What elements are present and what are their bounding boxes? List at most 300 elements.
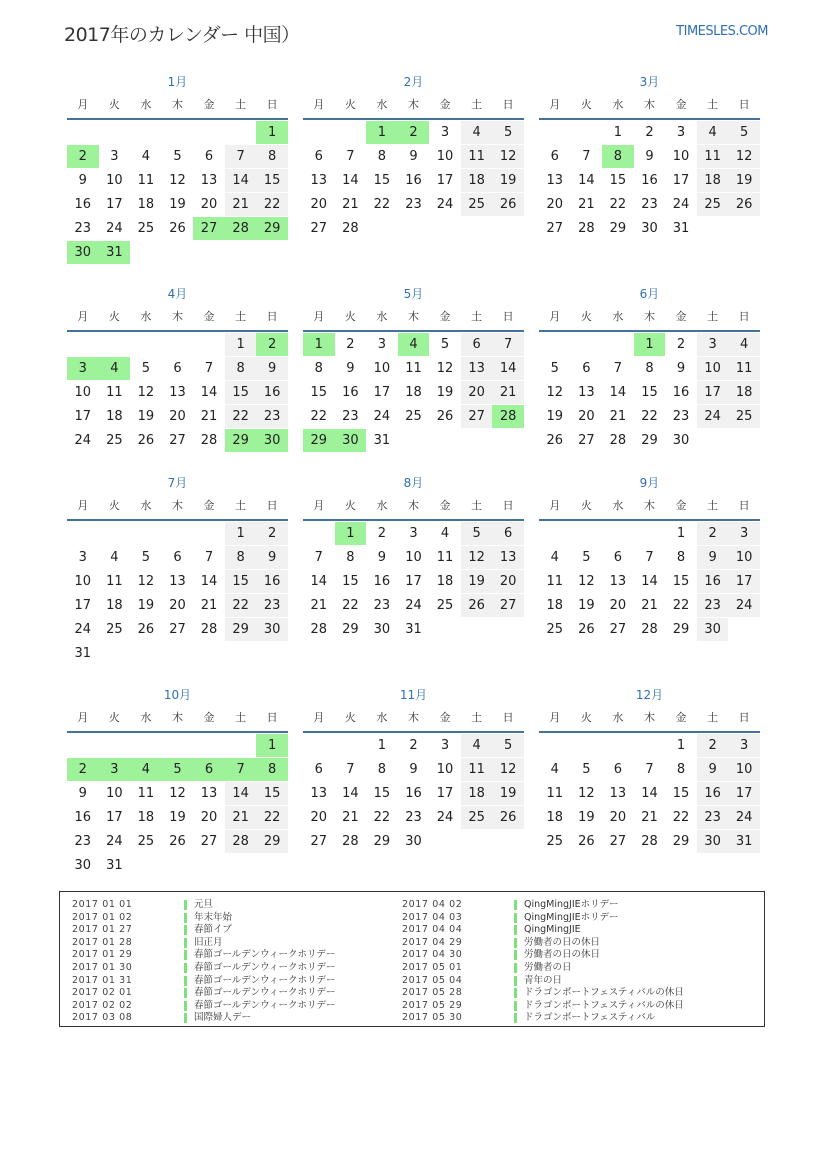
day-cell: 5 bbox=[492, 734, 524, 757]
day-cell: 4 bbox=[550, 550, 559, 565]
week-row bbox=[539, 121, 760, 145]
empty-cell bbox=[193, 734, 225, 757]
day-cell: 24 bbox=[728, 594, 760, 617]
weekday-label: 水 bbox=[140, 310, 152, 323]
weekday-label: 木 bbox=[643, 499, 655, 512]
weekday-label: 月 bbox=[549, 499, 561, 512]
week-row bbox=[539, 381, 760, 405]
day-cell: 15 bbox=[256, 782, 288, 805]
day-cell: 22 bbox=[225, 594, 257, 617]
empty-cell bbox=[130, 121, 162, 144]
day-cell: 10 bbox=[697, 357, 729, 380]
week-row bbox=[67, 522, 288, 546]
week-row bbox=[539, 217, 760, 241]
holiday-marker bbox=[514, 1013, 517, 1023]
day-cell: 27 bbox=[193, 217, 225, 240]
weekday-label: 日 bbox=[266, 98, 278, 111]
day-cell: 25 bbox=[106, 622, 123, 637]
day-cell: 13 bbox=[492, 546, 524, 569]
weekday-label: 月 bbox=[77, 711, 89, 724]
empty-cell bbox=[162, 121, 194, 144]
weekday-label: 月 bbox=[313, 98, 325, 111]
page-title: 2017年のカレンダー 中国） bbox=[64, 24, 300, 46]
day-cell: 1 bbox=[366, 121, 398, 144]
day-cell: 29 bbox=[256, 830, 288, 853]
empty-cell bbox=[99, 642, 131, 665]
day-cell: 4 bbox=[398, 333, 430, 356]
day-cell: 22 bbox=[256, 806, 288, 829]
holiday-row bbox=[390, 912, 684, 925]
day-cell: 25 bbox=[137, 221, 155, 236]
month-7 bbox=[67, 475, 288, 666]
empty-cell bbox=[728, 618, 760, 641]
day-cell: 10 bbox=[672, 149, 690, 164]
day-cell: 8 bbox=[676, 762, 686, 777]
day-cell: 24 bbox=[405, 598, 422, 613]
holiday-column-left bbox=[60, 899, 335, 1025]
holiday-name: 春節イブ bbox=[194, 924, 232, 936]
month-name: 2月 bbox=[403, 75, 424, 89]
weekday-label: 日 bbox=[266, 499, 278, 512]
month-divider bbox=[303, 118, 524, 120]
day-cell: 21 bbox=[578, 197, 595, 212]
day-cell: 7 bbox=[204, 361, 214, 376]
day-cell: 3 bbox=[110, 149, 119, 164]
day-cell: 3 bbox=[67, 357, 99, 380]
week-row bbox=[67, 381, 288, 405]
holiday-name: 年末年始 bbox=[194, 911, 233, 923]
day-cell: 5 bbox=[461, 522, 493, 545]
empty-cell bbox=[461, 217, 493, 240]
empty-cell bbox=[162, 642, 194, 665]
month-name: 11月 bbox=[399, 688, 428, 702]
day-cell: 20 bbox=[200, 810, 218, 825]
day-cell: 19 bbox=[436, 385, 454, 400]
day-cell: 15 bbox=[373, 786, 391, 801]
day-cell: 2 bbox=[398, 121, 430, 144]
weekday-label: 火 bbox=[108, 711, 120, 724]
holiday-marker bbox=[514, 988, 517, 998]
day-cell: 6 bbox=[582, 361, 591, 376]
day-cell: 23 bbox=[74, 834, 92, 849]
empty-cell bbox=[398, 429, 430, 452]
week-row bbox=[303, 333, 524, 357]
day-cell: 19 bbox=[578, 598, 595, 613]
weekday-label: 火 bbox=[580, 711, 592, 724]
day-cell: 21 bbox=[641, 810, 658, 825]
month-name: 9月 bbox=[639, 476, 660, 490]
month-divider bbox=[67, 519, 288, 521]
week-row bbox=[539, 806, 760, 830]
day-cell: 8 bbox=[314, 361, 323, 376]
day-cell: 19 bbox=[492, 782, 524, 805]
day-cell: 30 bbox=[74, 858, 92, 873]
empty-cell bbox=[492, 429, 524, 452]
day-cell: 13 bbox=[609, 574, 627, 589]
empty-cell bbox=[99, 734, 131, 757]
weekday-label: 土 bbox=[707, 310, 719, 323]
holiday-marker bbox=[184, 976, 187, 986]
day-cell: 21 bbox=[310, 598, 328, 613]
day-cell: 29 bbox=[225, 618, 257, 641]
day-cell: 27 bbox=[609, 622, 627, 637]
week-row bbox=[303, 217, 524, 241]
day-cell: 27 bbox=[169, 622, 186, 637]
day-cell: 20 bbox=[609, 598, 627, 613]
day-cell: 30 bbox=[697, 618, 729, 641]
day-cell: 5 bbox=[162, 758, 194, 781]
day-cell: 11 bbox=[728, 357, 760, 380]
day-cell: 24 bbox=[106, 221, 123, 236]
day-cell: 10 bbox=[436, 149, 454, 164]
empty-cell bbox=[492, 217, 524, 240]
day-cell: 6 bbox=[613, 762, 623, 777]
day-cell: 18 bbox=[728, 381, 760, 404]
day-cell: 4 bbox=[141, 149, 151, 164]
day-cell: 5 bbox=[141, 550, 151, 565]
empty-cell bbox=[67, 734, 99, 757]
day-cell: 10 bbox=[436, 762, 454, 777]
weekday-label: 木 bbox=[171, 98, 183, 111]
holiday-row bbox=[390, 949, 684, 962]
day-cell: 10 bbox=[373, 361, 391, 376]
holiday-date: 2017 05 29 bbox=[402, 999, 463, 1011]
day-cell: 31 bbox=[405, 622, 422, 637]
holiday-name: QingMingJIEホリデー bbox=[524, 899, 619, 910]
holiday-row bbox=[390, 975, 684, 988]
holiday-row bbox=[390, 1012, 684, 1025]
day-cell: 17 bbox=[436, 786, 454, 801]
month-divider bbox=[67, 118, 288, 120]
weekday-label: 土 bbox=[471, 711, 483, 724]
day-cell: 26 bbox=[169, 221, 186, 236]
weekday-label: 日 bbox=[738, 98, 750, 111]
day-cell: 11 bbox=[436, 550, 454, 565]
day-cell: 9 bbox=[377, 550, 387, 565]
week-row bbox=[67, 405, 288, 429]
day-cell: 20 bbox=[492, 570, 524, 593]
day-cell: 26 bbox=[578, 834, 595, 849]
day-cell: 13 bbox=[609, 786, 627, 801]
day-cell: 15 bbox=[672, 786, 690, 801]
week-row bbox=[303, 121, 524, 145]
week-row bbox=[67, 217, 288, 241]
day-cell: 15 bbox=[373, 173, 391, 188]
week-row bbox=[67, 618, 288, 642]
day-cell: 1 bbox=[225, 522, 257, 545]
empty-cell bbox=[193, 333, 225, 356]
weekday-label: 土 bbox=[471, 499, 483, 512]
weekday-label: 土 bbox=[707, 499, 719, 512]
day-cell: 19 bbox=[169, 810, 186, 825]
day-cell: 18 bbox=[546, 598, 564, 613]
weekday-label: 金 bbox=[439, 499, 451, 512]
week-row bbox=[67, 570, 288, 594]
weekday-label: 土 bbox=[235, 98, 247, 111]
day-cell: 15 bbox=[225, 570, 257, 593]
weekday-label: 金 bbox=[439, 711, 451, 724]
day-cell: 29 bbox=[225, 429, 257, 452]
day-cell: 18 bbox=[436, 574, 454, 589]
holiday-date: 2017 04 02 bbox=[402, 899, 463, 910]
empty-cell bbox=[99, 522, 131, 545]
holiday-date: 2017 01 29 bbox=[72, 949, 133, 961]
month-divider bbox=[539, 731, 760, 733]
day-cell: 16 bbox=[74, 810, 92, 825]
empty-cell bbox=[162, 333, 194, 356]
month-name: 3月 bbox=[639, 75, 660, 89]
weekday-label: 日 bbox=[738, 499, 750, 512]
day-cell: 15 bbox=[609, 173, 627, 188]
day-cell: 23 bbox=[641, 197, 658, 212]
day-cell: 23 bbox=[342, 409, 359, 424]
empty-cell bbox=[461, 618, 493, 641]
day-cell: 4 bbox=[461, 734, 493, 757]
weekday-label: 水 bbox=[612, 499, 624, 512]
day-cell: 28 bbox=[342, 221, 359, 236]
day-cell: 25 bbox=[436, 598, 454, 613]
day-cell: 13 bbox=[169, 574, 186, 589]
day-cell: 3 bbox=[440, 125, 450, 140]
day-cell: 15 bbox=[672, 574, 690, 589]
empty-cell bbox=[429, 429, 461, 452]
holiday-row bbox=[60, 924, 335, 937]
day-cell: 25 bbox=[728, 405, 760, 428]
holiday-date: 2017 01 28 bbox=[72, 936, 133, 948]
weekday-label: 月 bbox=[549, 98, 561, 111]
holiday-list bbox=[59, 891, 765, 1027]
week-row bbox=[67, 241, 288, 265]
month-divider bbox=[539, 519, 760, 521]
day-cell: 3 bbox=[676, 125, 686, 140]
holiday-marker bbox=[514, 976, 517, 986]
day-cell: 6 bbox=[613, 550, 623, 565]
empty-cell bbox=[225, 642, 257, 665]
week-row bbox=[303, 570, 524, 594]
day-cell: 5 bbox=[141, 361, 151, 376]
day-cell: 24 bbox=[436, 810, 454, 825]
month-divider bbox=[539, 330, 760, 332]
weekday-label: 火 bbox=[344, 711, 356, 724]
day-cell: 27 bbox=[492, 594, 524, 617]
weekday-label: 木 bbox=[407, 499, 419, 512]
week-row bbox=[539, 405, 760, 429]
holiday-marker bbox=[514, 1001, 517, 1011]
empty-cell bbox=[303, 121, 335, 144]
empty-cell bbox=[256, 854, 288, 877]
day-cell: 26 bbox=[578, 622, 595, 637]
holiday-date: 2017 02 02 bbox=[72, 999, 133, 1011]
day-cell: 17 bbox=[728, 570, 760, 593]
day-cell: 14 bbox=[641, 786, 658, 801]
day-cell: 12 bbox=[546, 385, 564, 400]
month-name: 7月 bbox=[167, 476, 188, 490]
day-cell: 2 bbox=[377, 526, 387, 541]
week-row bbox=[539, 758, 760, 782]
week-row bbox=[303, 806, 524, 830]
day-cell: 24 bbox=[728, 806, 760, 829]
month-name: 8月 bbox=[403, 476, 424, 490]
day-cell: 25 bbox=[546, 622, 564, 637]
day-cell: 19 bbox=[578, 810, 595, 825]
week-row bbox=[303, 546, 524, 570]
day-cell: 17 bbox=[74, 409, 92, 424]
empty-cell bbox=[225, 121, 257, 144]
day-cell: 7 bbox=[582, 149, 591, 164]
day-cell: 21 bbox=[641, 598, 658, 613]
holiday-date: 2017 01 01 bbox=[72, 899, 133, 910]
day-cell: 12 bbox=[492, 758, 524, 781]
day-cell: 8 bbox=[225, 357, 257, 380]
week-row bbox=[67, 854, 288, 878]
day-cell: 6 bbox=[314, 149, 323, 164]
day-cell: 11 bbox=[461, 145, 493, 168]
holiday-marker bbox=[184, 913, 187, 923]
weekday-header bbox=[303, 497, 524, 513]
day-cell: 28 bbox=[578, 221, 595, 236]
week-row bbox=[303, 357, 524, 381]
empty-cell bbox=[130, 734, 162, 757]
weekday-label: 土 bbox=[235, 499, 247, 512]
empty-cell bbox=[539, 333, 571, 356]
day-cell: 3 bbox=[377, 337, 387, 352]
weekday-label: 金 bbox=[675, 98, 687, 111]
day-cell: 16 bbox=[74, 197, 92, 212]
week-row bbox=[539, 782, 760, 806]
day-cell: 13 bbox=[200, 173, 218, 188]
day-cell: 6 bbox=[204, 149, 214, 164]
empty-cell bbox=[634, 734, 666, 757]
day-cell: 2 bbox=[676, 337, 686, 352]
day-cell: 18 bbox=[546, 810, 564, 825]
empty-cell bbox=[67, 121, 99, 144]
day-cell: 27 bbox=[310, 834, 328, 849]
day-cell: 17 bbox=[74, 598, 92, 613]
holiday-row bbox=[390, 987, 684, 1000]
week-row bbox=[67, 758, 288, 782]
empty-cell bbox=[67, 333, 99, 356]
holiday-marker bbox=[514, 900, 517, 910]
day-cell: 14 bbox=[342, 786, 359, 801]
weekday-label: 火 bbox=[580, 499, 592, 512]
day-cell: 11 bbox=[137, 786, 155, 801]
day-cell: 9 bbox=[346, 361, 355, 376]
day-cell: 27 bbox=[200, 834, 218, 849]
day-cell: 20 bbox=[169, 409, 186, 424]
day-cell: 30 bbox=[672, 433, 690, 448]
holiday-row bbox=[60, 949, 335, 962]
day-cell: 6 bbox=[173, 550, 182, 565]
weekday-label: 水 bbox=[376, 499, 388, 512]
day-cell: 4 bbox=[99, 357, 131, 380]
weekday-label: 月 bbox=[313, 499, 325, 512]
day-cell: 28 bbox=[200, 433, 218, 448]
weekday-header bbox=[303, 96, 524, 112]
weekday-label: 金 bbox=[439, 98, 451, 111]
weekday-label: 水 bbox=[140, 98, 152, 111]
day-cell: 7 bbox=[645, 762, 654, 777]
empty-cell bbox=[602, 522, 634, 545]
month-6 bbox=[539, 286, 760, 453]
empty-cell bbox=[99, 121, 131, 144]
day-cell: 24 bbox=[436, 197, 454, 212]
empty-cell bbox=[366, 217, 398, 240]
day-cell: 16 bbox=[342, 385, 359, 400]
holiday-name: QingMingJIE bbox=[524, 924, 581, 936]
week-row bbox=[303, 405, 524, 429]
day-cell: 22 bbox=[672, 810, 690, 825]
day-cell: 20 bbox=[609, 810, 627, 825]
week-row bbox=[303, 782, 524, 806]
empty-cell bbox=[162, 734, 194, 757]
day-cell: 11 bbox=[137, 173, 155, 188]
empty-cell bbox=[130, 241, 162, 264]
weekday-label: 火 bbox=[580, 98, 592, 111]
day-cell: 5 bbox=[173, 149, 182, 164]
empty-cell bbox=[193, 241, 225, 264]
day-cell: 31 bbox=[728, 830, 760, 853]
day-cell: 22 bbox=[225, 405, 257, 428]
holiday-column-right bbox=[390, 899, 684, 1025]
day-cell: 1 bbox=[335, 522, 367, 545]
day-cell: 16 bbox=[405, 786, 422, 801]
weekday-label: 月 bbox=[313, 711, 325, 724]
weekday-label: 日 bbox=[502, 499, 514, 512]
holiday-name: 青年の日 bbox=[524, 974, 563, 986]
weekday-label: 土 bbox=[235, 711, 247, 724]
weekday-label: 木 bbox=[407, 711, 419, 724]
day-cell: 1 bbox=[613, 125, 623, 140]
month-divider bbox=[67, 330, 288, 332]
day-cell: 5 bbox=[492, 121, 524, 144]
day-cell: 1 bbox=[676, 738, 686, 753]
empty-cell bbox=[571, 333, 603, 356]
day-cell: 5 bbox=[440, 337, 450, 352]
empty-cell bbox=[602, 333, 634, 356]
day-cell: 10 bbox=[74, 574, 92, 589]
day-cell: 1 bbox=[256, 121, 288, 144]
weekday-label: 火 bbox=[108, 499, 120, 512]
day-cell: 10 bbox=[728, 546, 760, 569]
week-row bbox=[539, 830, 760, 854]
month-8 bbox=[303, 475, 524, 642]
day-cell: 27 bbox=[609, 834, 627, 849]
day-cell: 10 bbox=[106, 173, 123, 188]
day-cell: 27 bbox=[578, 433, 595, 448]
week-row bbox=[303, 169, 524, 193]
month-1 bbox=[67, 74, 288, 265]
day-cell: 31 bbox=[672, 221, 690, 236]
day-cell: 19 bbox=[137, 409, 155, 424]
month-3 bbox=[539, 74, 760, 241]
holiday-name: 労働者の日の休日 bbox=[524, 936, 601, 948]
month-5 bbox=[303, 286, 524, 453]
holiday-row bbox=[60, 975, 335, 988]
weekday-label: 金 bbox=[675, 310, 687, 323]
day-cell: 8 bbox=[377, 149, 387, 164]
weekday-label: 木 bbox=[643, 310, 655, 323]
empty-cell bbox=[429, 618, 461, 641]
month-name: 1月 bbox=[167, 75, 188, 89]
weekday-header bbox=[67, 308, 288, 324]
day-cell: 17 bbox=[672, 173, 690, 188]
holiday-row bbox=[60, 937, 335, 950]
empty-cell bbox=[539, 734, 571, 757]
day-cell: 25 bbox=[106, 433, 123, 448]
day-cell: 23 bbox=[256, 594, 288, 617]
holiday-row bbox=[60, 962, 335, 975]
week-row bbox=[67, 642, 288, 666]
